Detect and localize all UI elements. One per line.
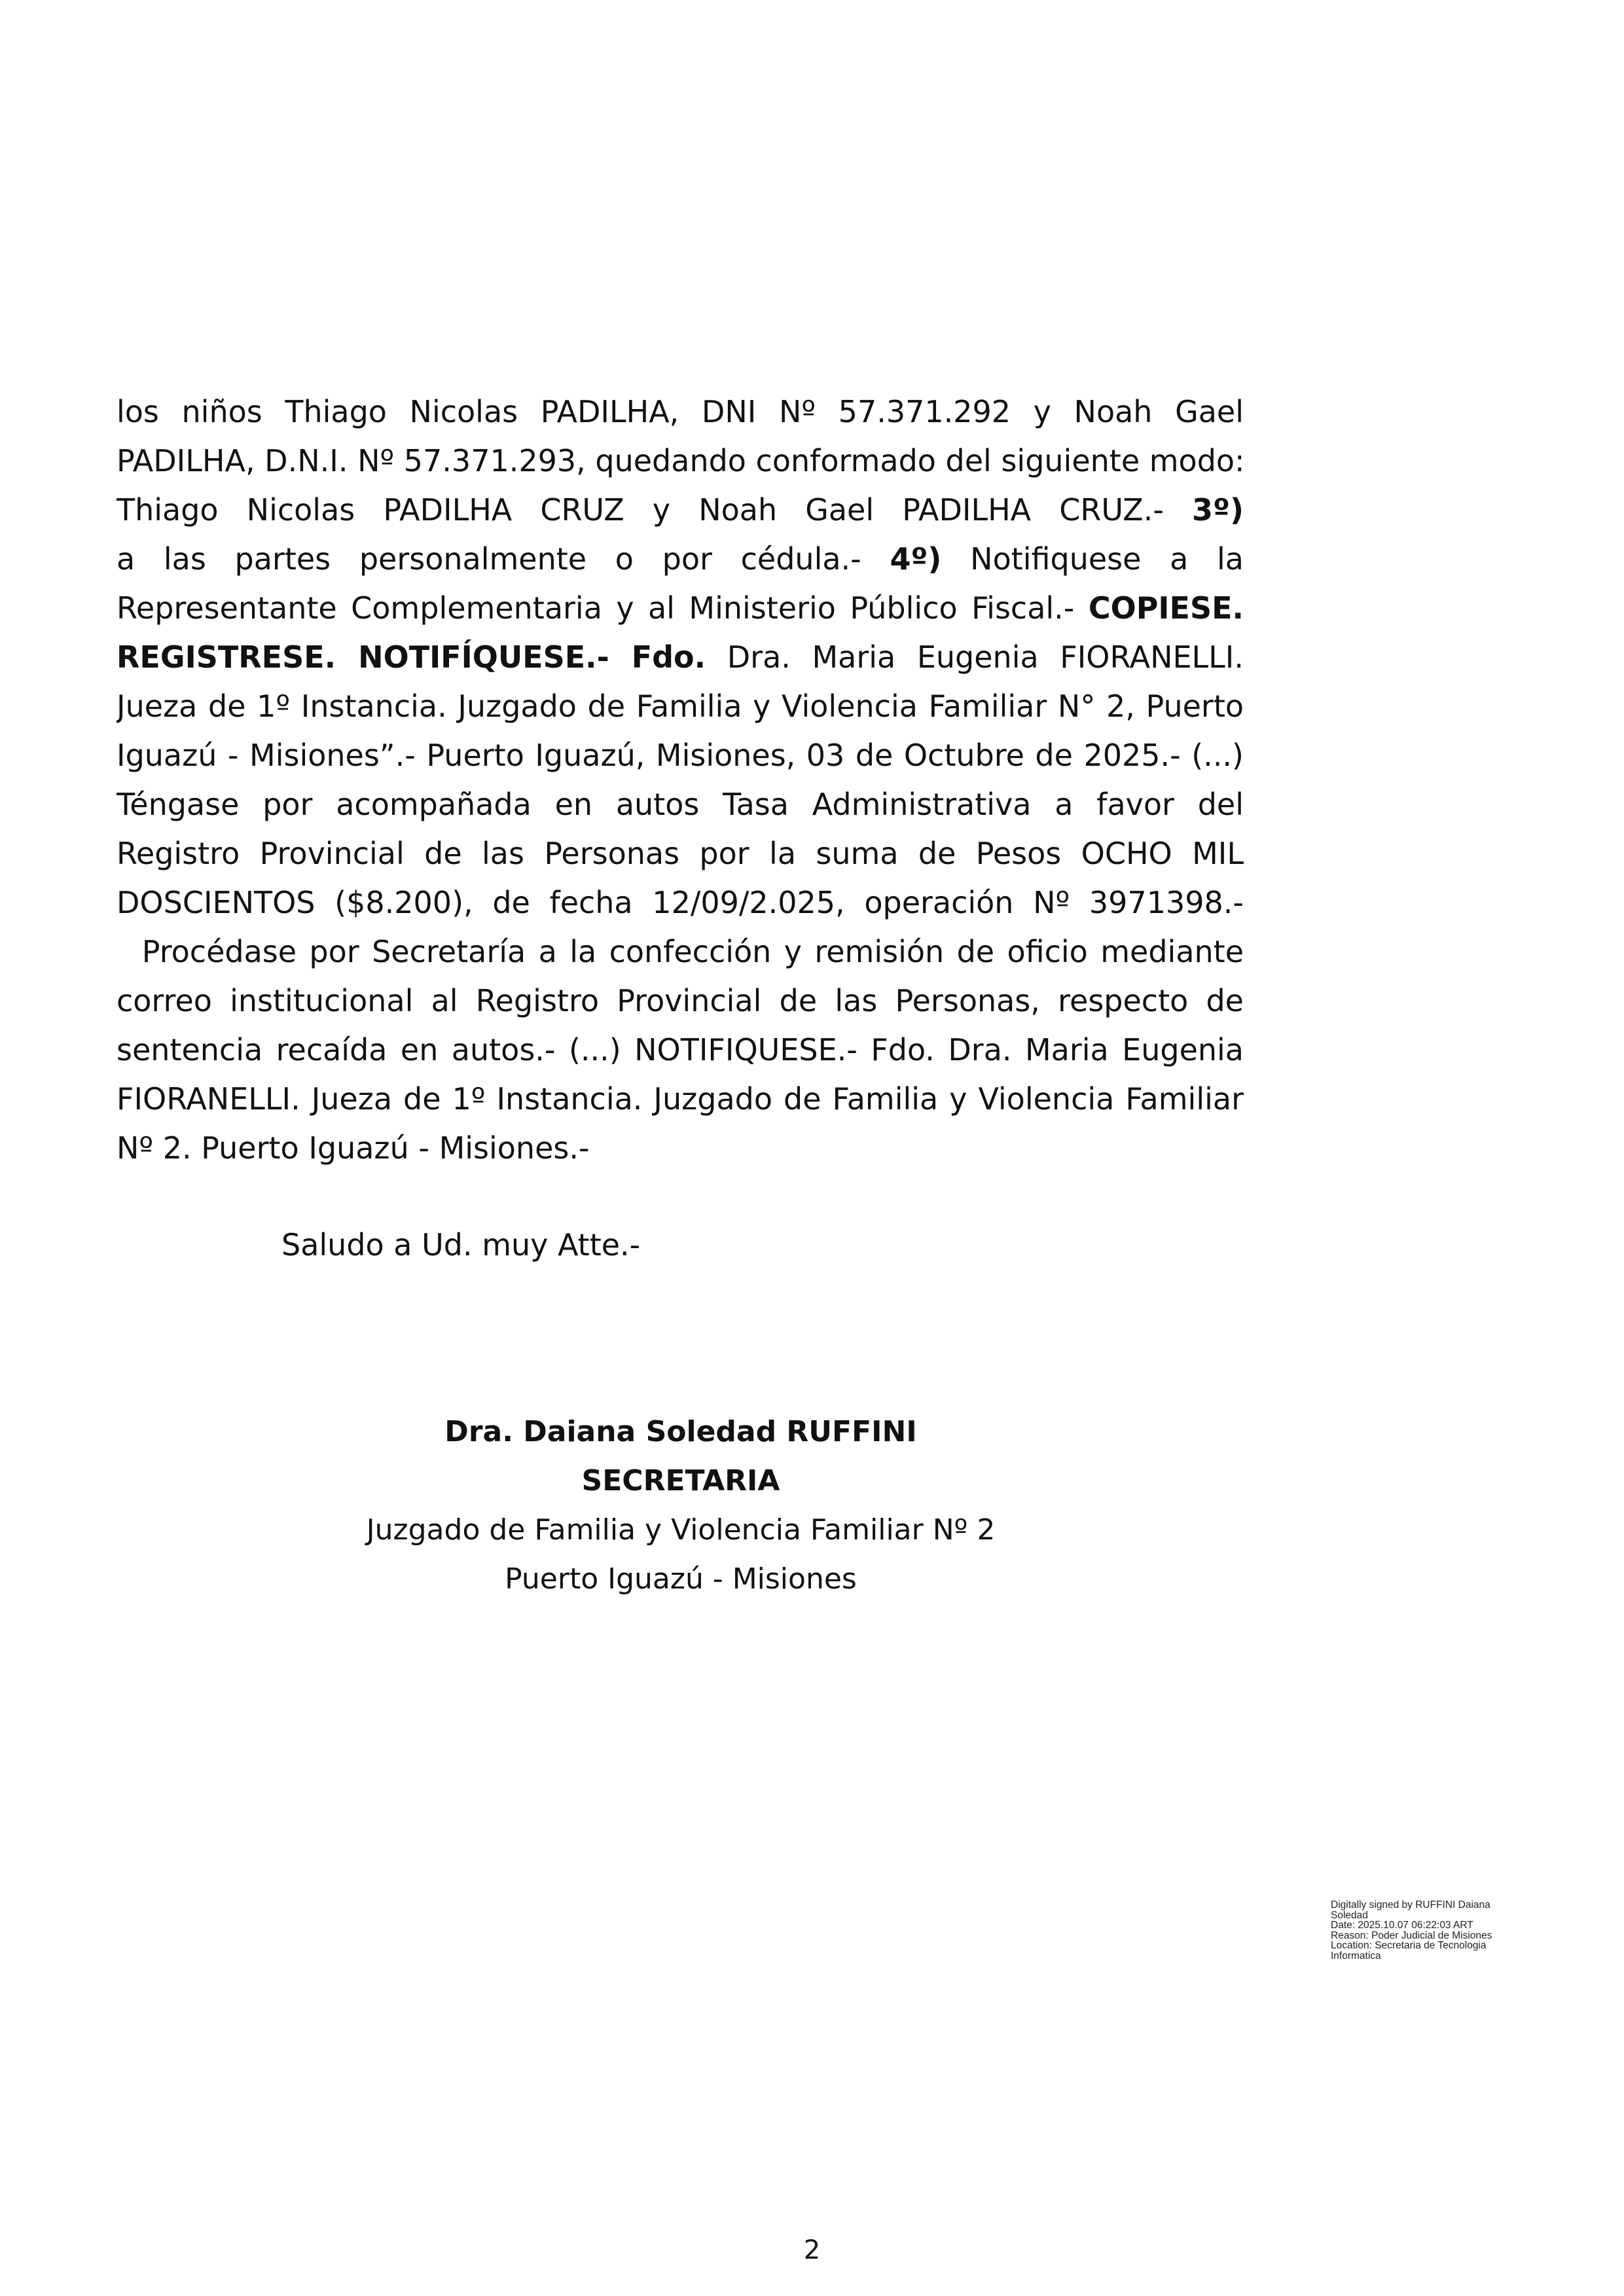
text-run: Iguazú - Misiones”.- Puerto Iguazú, Misiones, 03 de Octubre de 2025.- (...) (117, 738, 1244, 773)
bold-run: 3º) (1192, 492, 1244, 528)
body-line (117, 682, 1244, 731)
text-run: los niños Thiago Nicolas PADILHA, DNI Nº 57.371.292 y Noah Gael (117, 394, 1244, 429)
body-paragraph (117, 387, 1244, 1173)
text-run: Registro Provincial de las Personas por la suma de Pesos OCHO MIL (117, 836, 1244, 871)
text-run: DOSCIENTOS ($8.200), de fecha 12/09/2.025, operación Nº 3971398.- (117, 885, 1244, 920)
body-line (117, 1124, 1244, 1173)
body-line (117, 780, 1244, 829)
stamp-line: Reason: Poder Judicial de Misiones (1331, 1929, 1492, 1941)
stamp-line: Informatica (1331, 1950, 1381, 1962)
text-run: PADILHA, D.N.I. Nº 57.371.293, quedando conformado del siguiente modo: (117, 443, 1245, 478)
body-line (117, 633, 1244, 682)
closing-greeting: Saludo a Ud. muy Atte.- (281, 1227, 641, 1263)
text-run: Dra. Maria Eugenia FIORANELLI. (706, 639, 1244, 675)
body-line (117, 1075, 1244, 1124)
digital-signature-stamp (1331, 1900, 1527, 1961)
text-run: a las partes personalmente o por cédula.- (117, 541, 890, 577)
stamp-line: Date: 2025.10.07 06:22:03 ART (1331, 1920, 1473, 1931)
signer-role: SECRETARIA (581, 1464, 780, 1498)
stamp-line: Location: Secretaria de Tecnologia (1331, 1940, 1487, 1951)
text-run: Notifiquese a la (941, 541, 1244, 577)
body-line (117, 927, 1244, 977)
text-run: Jueza de 1º Instancia. Juzgado de Familia y Violencia Familiar N° 2, Puerto (117, 689, 1244, 724)
signer-court: Juzgado de Familia y Violencia Familiar Nº 2 (366, 1513, 996, 1547)
text-run: FIORANELLI. Jueza de 1º Instancia. Juzgado de Familia y Violencia Familiar (117, 1081, 1244, 1117)
text-run: Nº 2. Puerto Iguazú - Misiones.- (117, 1130, 590, 1166)
body-line (117, 387, 1244, 437)
signer-place: Puerto Iguazú - Misiones (505, 1562, 857, 1596)
signer-name: Dra. Daiana Soledad RUFFINI (444, 1415, 917, 1448)
body-line (117, 731, 1244, 780)
text-run: Thiago Nicolas PADILHA CRUZ y Noah Gael PADILHA CRUZ.- (117, 492, 1193, 528)
bold-run: 4º) (890, 541, 942, 577)
body-line (117, 977, 1244, 1026)
signature-block (327, 1407, 1034, 1604)
bold-run: COPIESE. (1088, 590, 1244, 626)
text-run: Téngase por acompañada en autos Tasa Administrativa a favor del (117, 787, 1244, 822)
text-run: correo institucional al Registro Provincial de las Personas, respecto de (117, 983, 1244, 1018)
page-number: 2 (803, 2235, 821, 2265)
body-line (117, 437, 1244, 486)
text-run: Representante Complementaria y al Ministerio Público Fiscal.- (117, 590, 1089, 626)
body-line (117, 878, 1244, 927)
stamp-line: Digitally signed by RUFFINI Daiana (1331, 1899, 1490, 1910)
stamp-line: Soledad (1331, 1909, 1368, 1921)
body-line (117, 829, 1244, 878)
text-run: Procédase por Secretaría a la confección y remisión de oficio mediante (117, 934, 1244, 969)
body-line (117, 584, 1244, 633)
bold-run: REGISTRESE. NOTIFÍQUESE.- Fdo. (117, 639, 706, 675)
body-line (117, 535, 1244, 584)
body-line (117, 486, 1244, 535)
text-run: sentencia recaída en autos.- (...) NOTIFIQUESE.- Fdo. Dra. Maria Eugenia (117, 1032, 1244, 1067)
body-line (117, 1026, 1244, 1075)
